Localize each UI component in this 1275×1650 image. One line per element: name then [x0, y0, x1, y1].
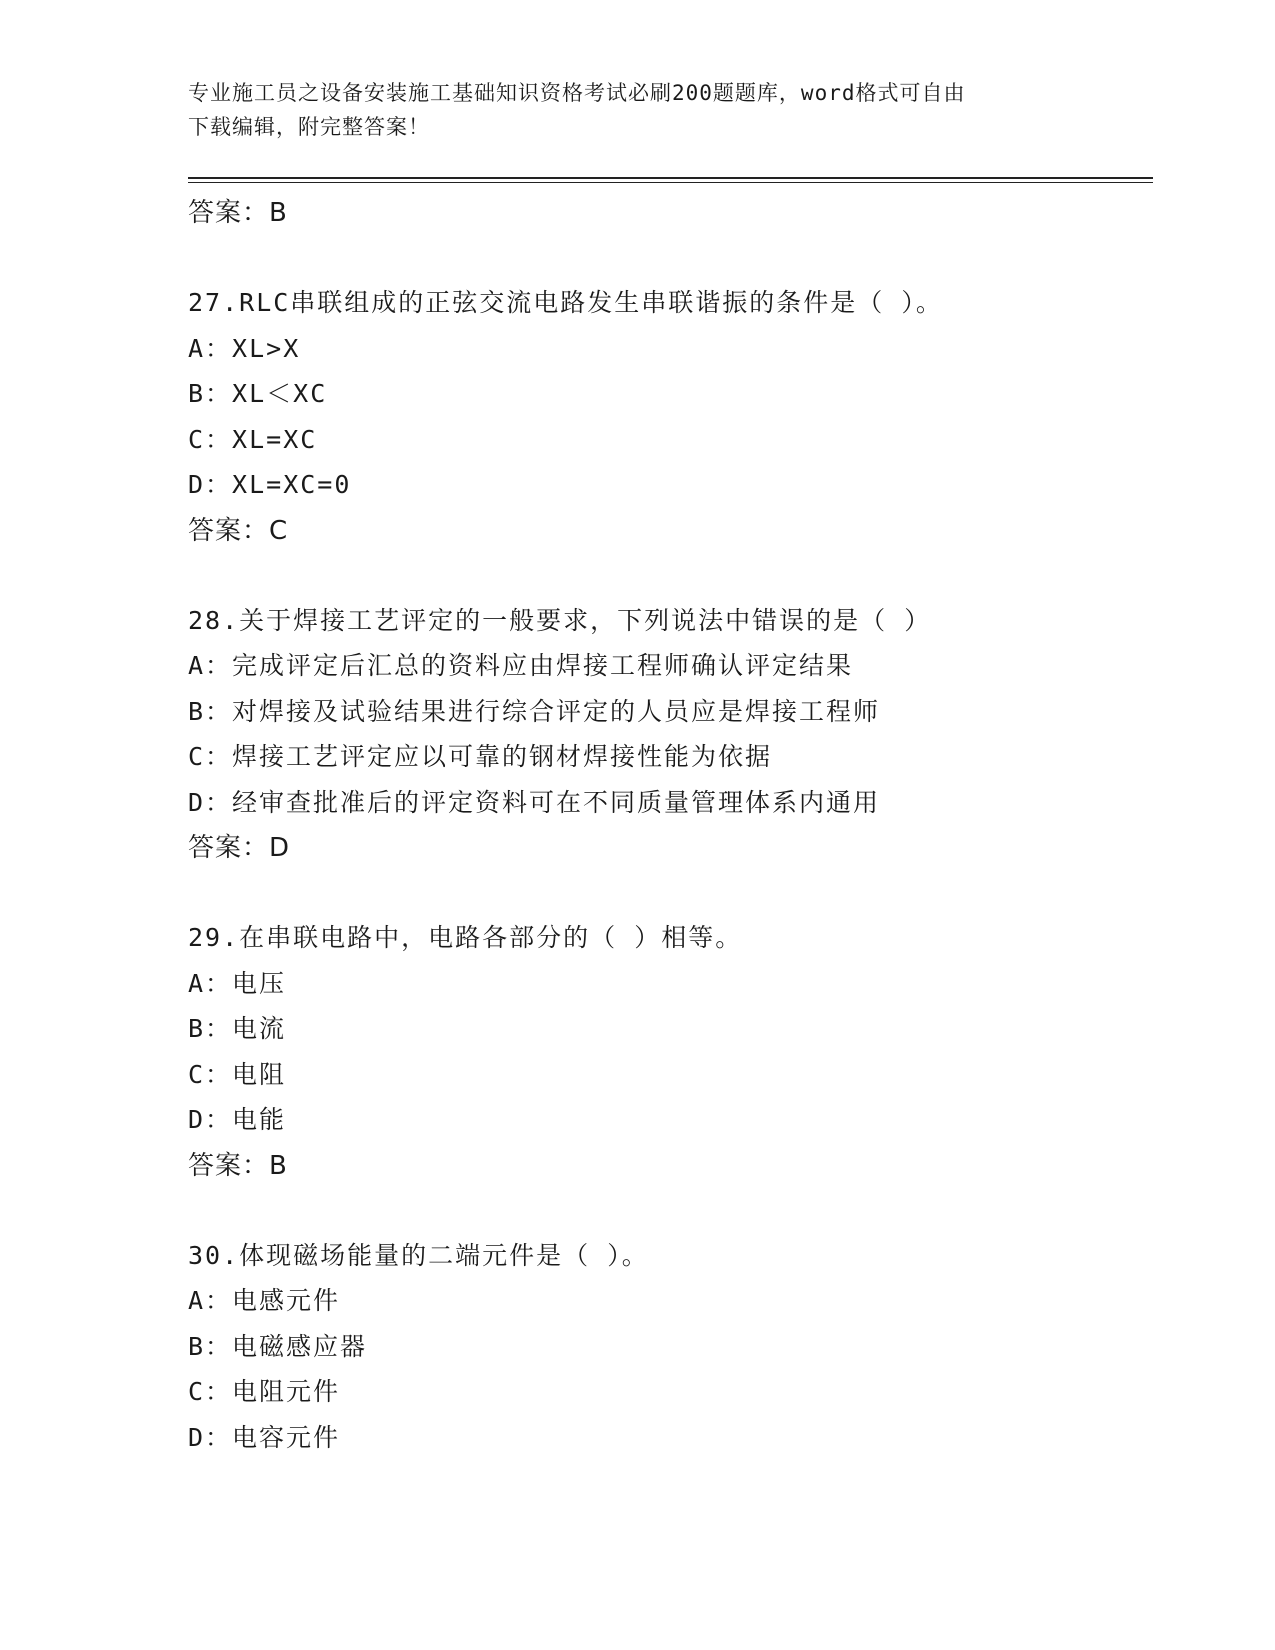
question-27: [188, 280, 1148, 554]
option-c: C：焊接工艺评定应以可靠的钢材焊接性能为依据: [188, 742, 773, 771]
option-d: D：XL=XC=0: [188, 470, 352, 499]
question-stem: 27.RLC串联组成的正弦交流电路发生串联谐振的条件是（ ）。: [188, 288, 943, 317]
answer-line: 答案：B: [188, 1150, 288, 1181]
option-b: B：电流: [188, 1014, 287, 1043]
header-line-1: 专业施工员之设备安装施工基础知识资格考试必刷200题题库，word格式可自由: [188, 81, 966, 105]
option-a: A：电压: [188, 968, 287, 998]
option-b: B：电磁感应器: [188, 1331, 368, 1361]
document-body: [188, 190, 1148, 1460]
option-a: A：XL>X: [188, 333, 301, 363]
document-header: [188, 76, 1088, 144]
question-30: [188, 1233, 1148, 1461]
question-28: [188, 598, 1148, 872]
header-divider-thin: [188, 182, 1153, 183]
question-29: [188, 915, 1148, 1189]
question-stem: 29.在串联电路中，电路各部分的（ ）相等。: [188, 923, 743, 952]
option-a: A：电感元件: [188, 1286, 341, 1315]
question-stem: 30.体现磁场能量的二端元件是（ ）。: [188, 1240, 649, 1270]
option-b: B：对焊接及试验结果进行综合评定的人员应是焊接工程师: [188, 696, 881, 726]
header-divider-thick: [188, 177, 1153, 179]
option-d: D：电能: [188, 1105, 287, 1134]
option-d: D：电容元件: [188, 1422, 341, 1452]
option-c: C：电阻: [188, 1059, 287, 1089]
header-line-2: 下载编辑，附完整答案！: [188, 115, 430, 139]
option-c: C：电阻元件: [188, 1377, 341, 1406]
answer-line: 答案：C: [188, 515, 289, 546]
question-stem: 28.关于焊接工艺评定的一般要求，下列说法中错误的是（ ）: [188, 605, 932, 635]
answer-line: 答案：B: [188, 198, 288, 228]
option-b: B：XL＜XC: [188, 379, 328, 408]
option-a: A：完成评定后汇总的资料应由焊接工程师确认评定结果: [188, 651, 854, 680]
option-c: C：XL=XC: [188, 424, 318, 454]
option-d: D：经审查批准后的评定资料可在不同质量管理体系内通用: [188, 787, 881, 817]
answer-line: 答案：D: [188, 833, 291, 863]
